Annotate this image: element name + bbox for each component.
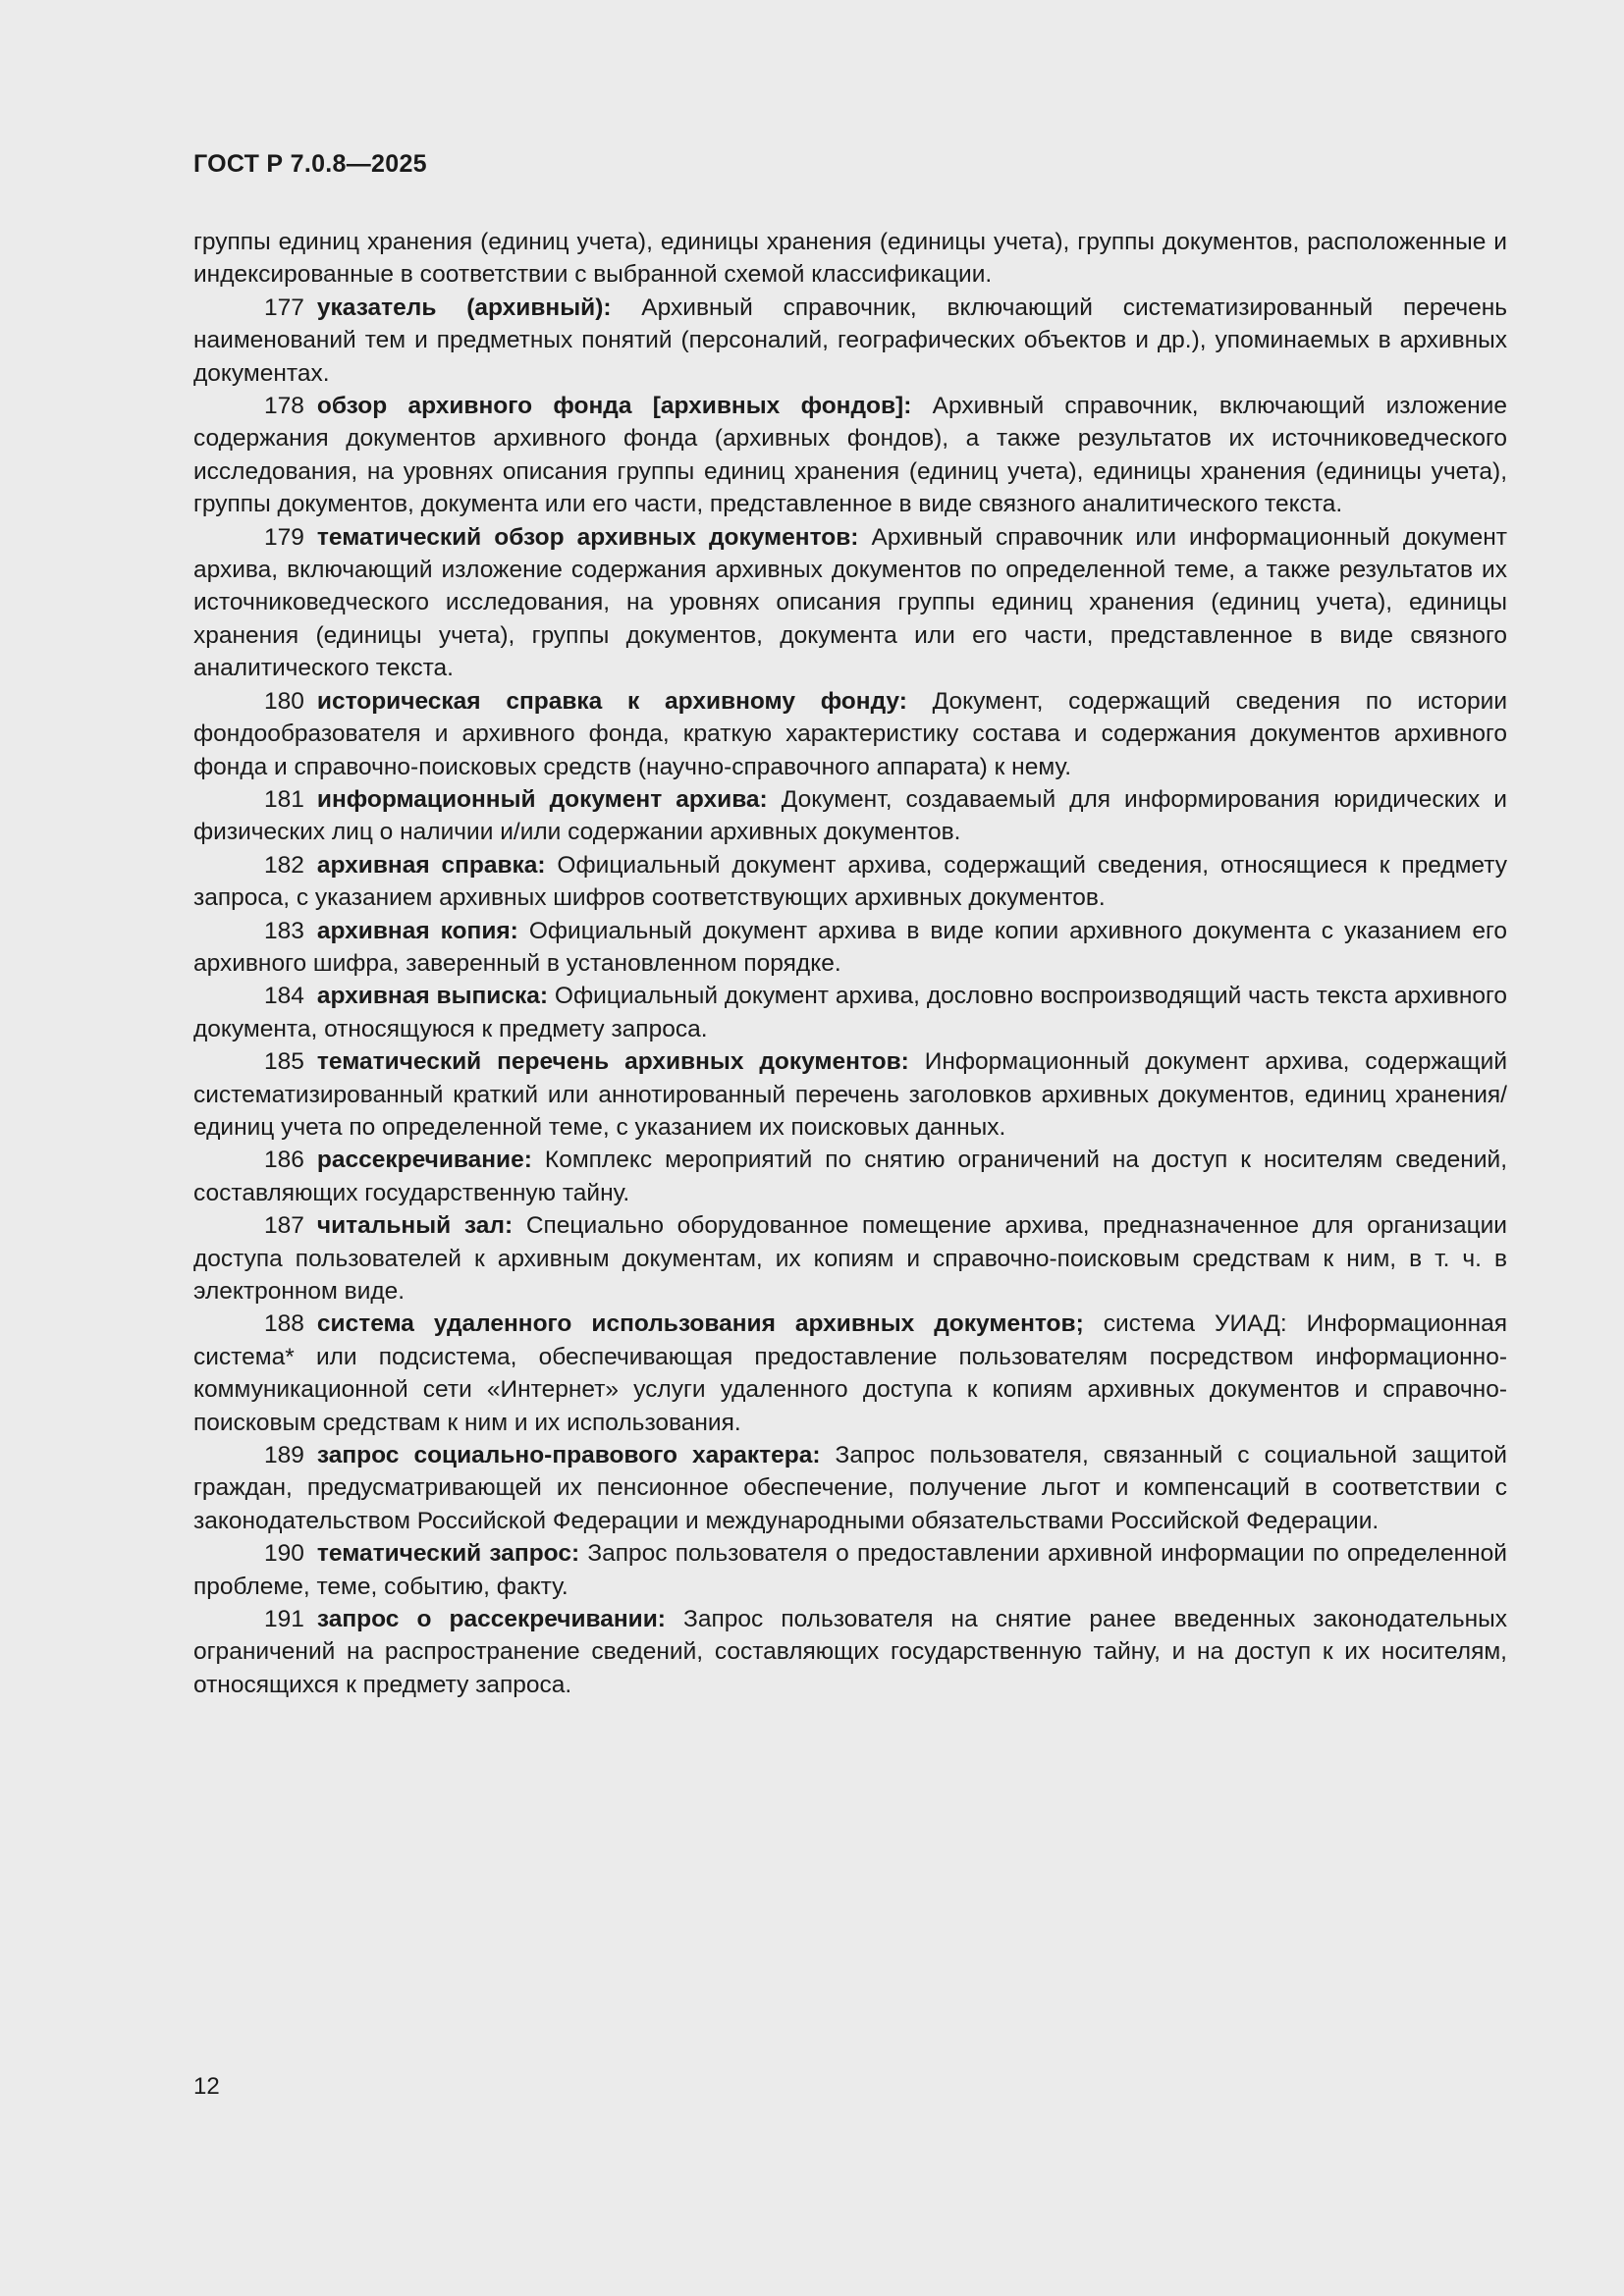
entry-definition: Информационный документ архива, содержащий систематизированный краткий или аннотированный перечень заголовков архивных документов, единиц хранения/единиц учета по определенной теме, с указанием их поисковых данных.	[193, 1048, 1507, 1141]
entry-number: 188	[264, 1310, 304, 1338]
term-entry-178	[193, 390, 1507, 521]
entry-number: 184	[264, 983, 304, 1010]
entry-definition: Запрос пользователя, связанный с социальной защитой граждан, предусматривающей их пенсионное обеспечение, получение льгот и компенсаций в соответствии с законодательством Российской Федерации и международными обязательствами Российской Федерации.	[193, 1442, 1507, 1534]
entry-term: запрос социально-правового характера:	[316, 1442, 821, 1469]
entry-number: 177	[264, 294, 304, 321]
term-entry-183	[193, 915, 1507, 981]
entry-number: 181	[264, 785, 304, 813]
term-entry-177	[193, 292, 1507, 390]
entry-definition: Официальный документ архива, дословно воспроизводящий часть текста архивного документа, относящуюся к предмету запроса.	[193, 983, 1507, 1042]
entry-definition: Специально оборудованное помещение архива, предназначенное для организации доступа пользователей к архивным документам, их копиям и справочно-поисковым средствам к ним, в т. ч. в электронном виде.	[193, 1212, 1507, 1305]
term-entry-186	[193, 1144, 1507, 1209]
entry-definition: Запрос пользователя на снятие ранее введенных законодательных ограничений на распространение сведений, составляющих государственную тайну, и на доступ к их носителям, относящихся к предмету запроса.	[193, 1606, 1507, 1698]
entry-term: указатель (архивный):	[316, 294, 612, 321]
term-entry-181	[193, 783, 1507, 849]
entry-term: запрос о рассекречивании:	[316, 1606, 666, 1633]
term-entry-185	[193, 1045, 1507, 1144]
entry-definition: Архивный справочник или информационный документ архива, включающий изложение содержания архивных документов по определенной теме, а также результатов их источниковедческого исследования, на уровнях описания группы единиц хранения (единиц учета), единицы хранения (единицы учета), группы документов, документа или его части, представленное в виде связного аналитического текста.	[193, 523, 1507, 682]
term-entry-179	[193, 521, 1507, 685]
entry-definition: Архивный справочник, включающий систематизированный перечень наименований тем и предметных понятий (персоналий, географических объектов и др.), упоминаемых в архивных документах.	[193, 294, 1508, 387]
entry-number: 180	[264, 687, 304, 715]
entry-term: информационный документ архива:	[316, 785, 768, 813]
entry-number: 187	[264, 1212, 304, 1240]
entry-term: архивная копия:	[316, 917, 518, 944]
entry-definition: Запрос пользователя о предоставлении архивной информации по определенной проблеме, теме, событию, факту.	[193, 1540, 1507, 1600]
entry-definition: Документ, создаваемый для информирования юридических и физических лиц о наличии и/или содержании архивных документов.	[193, 785, 1507, 846]
entry-definition: Архивный справочник, включающий изложение содержания документов архивного фонда (архивных фондов), а также результатов их источниковедческого исследования, на уровнях описания группы единиц хранения (единиц учета), единицы хранения (единицы учета), группы документов, документа или его части, представленное в виде связного аналитического текста.	[193, 393, 1507, 518]
document-header: ГОСТ Р 7.0.8—2025	[193, 150, 427, 178]
entry-number: 182	[264, 851, 304, 879]
term-entry-182	[193, 849, 1507, 915]
entry-term: рассекречивание:	[316, 1147, 532, 1174]
term-entry-180	[193, 685, 1507, 783]
term-entry-190	[193, 1537, 1507, 1603]
entry-term: историческая справка к архивному фонду:	[316, 687, 907, 715]
term-entry-191	[193, 1603, 1507, 1701]
entry-term: архивная справка:	[316, 851, 546, 879]
entry-definition: Документ, содержащий сведения по истории фондообразователя и архивного фонда, краткую характеристику состава и содержания документов архивного фонда и справочно-поисковых средств (научно-справочного аппарата) к нему.	[193, 687, 1508, 780]
entry-number: 183	[264, 917, 304, 944]
term-entry-187	[193, 1209, 1507, 1308]
term-entry-188	[193, 1308, 1507, 1439]
term-entry-189	[193, 1439, 1507, 1537]
entry-number: 190	[264, 1540, 304, 1568]
entry-number: 191	[264, 1606, 304, 1633]
entry-term: система удаленного использования архивных документов;	[316, 1310, 1084, 1338]
entry-term: тематический обзор архивных документов:	[316, 523, 859, 551]
page-number: 12	[193, 2073, 220, 2100]
entry-term: читальный зал:	[316, 1212, 514, 1240]
entry-definition: Официальный документ архива в виде копии архивного документа с указанием его архивного шифра, заверенный в установленном порядке.	[193, 917, 1507, 977]
entry-term: обзор архивного фонда [архивных фондов]:	[316, 393, 912, 420]
entry-number: 179	[264, 523, 304, 551]
entry-number: 178	[264, 393, 304, 420]
entry-number: 189	[264, 1442, 304, 1469]
entry-definition: система УИАД: Информационная система* или подсистема, обеспечивающая предоставление пользователям посредством информационно-коммуникационной сети «Интернет» услуги удаленного доступа к копиям архивных документов и справочно-поисковым средствам к ним и их использования.	[193, 1310, 1507, 1436]
entry-definition: Официальный документ архива, содержащий сведения, относящиеся к предмету запроса, с указанием архивных шифров соответствующих архивных документов.	[193, 851, 1507, 912]
document-body	[193, 226, 1507, 1701]
continuation-paragraph: группы единиц хранения (единиц учета), единицы хранения (единицы учета), группы документов, расположенные и индексированные в соответствии с выбранной схемой классификации.	[193, 229, 1507, 289]
entry-term: тематический перечень архивных документов:	[316, 1048, 909, 1076]
entry-term: архивная выписка:	[316, 983, 549, 1010]
entry-term: тематический запрос:	[316, 1540, 580, 1568]
entry-number: 185	[264, 1048, 304, 1076]
entry-definition: Комплекс мероприятий по снятию ограничений на доступ к носителям сведений, составляющих государственную тайну.	[193, 1147, 1507, 1206]
entry-number: 186	[264, 1147, 304, 1174]
term-entry-184	[193, 980, 1507, 1045]
